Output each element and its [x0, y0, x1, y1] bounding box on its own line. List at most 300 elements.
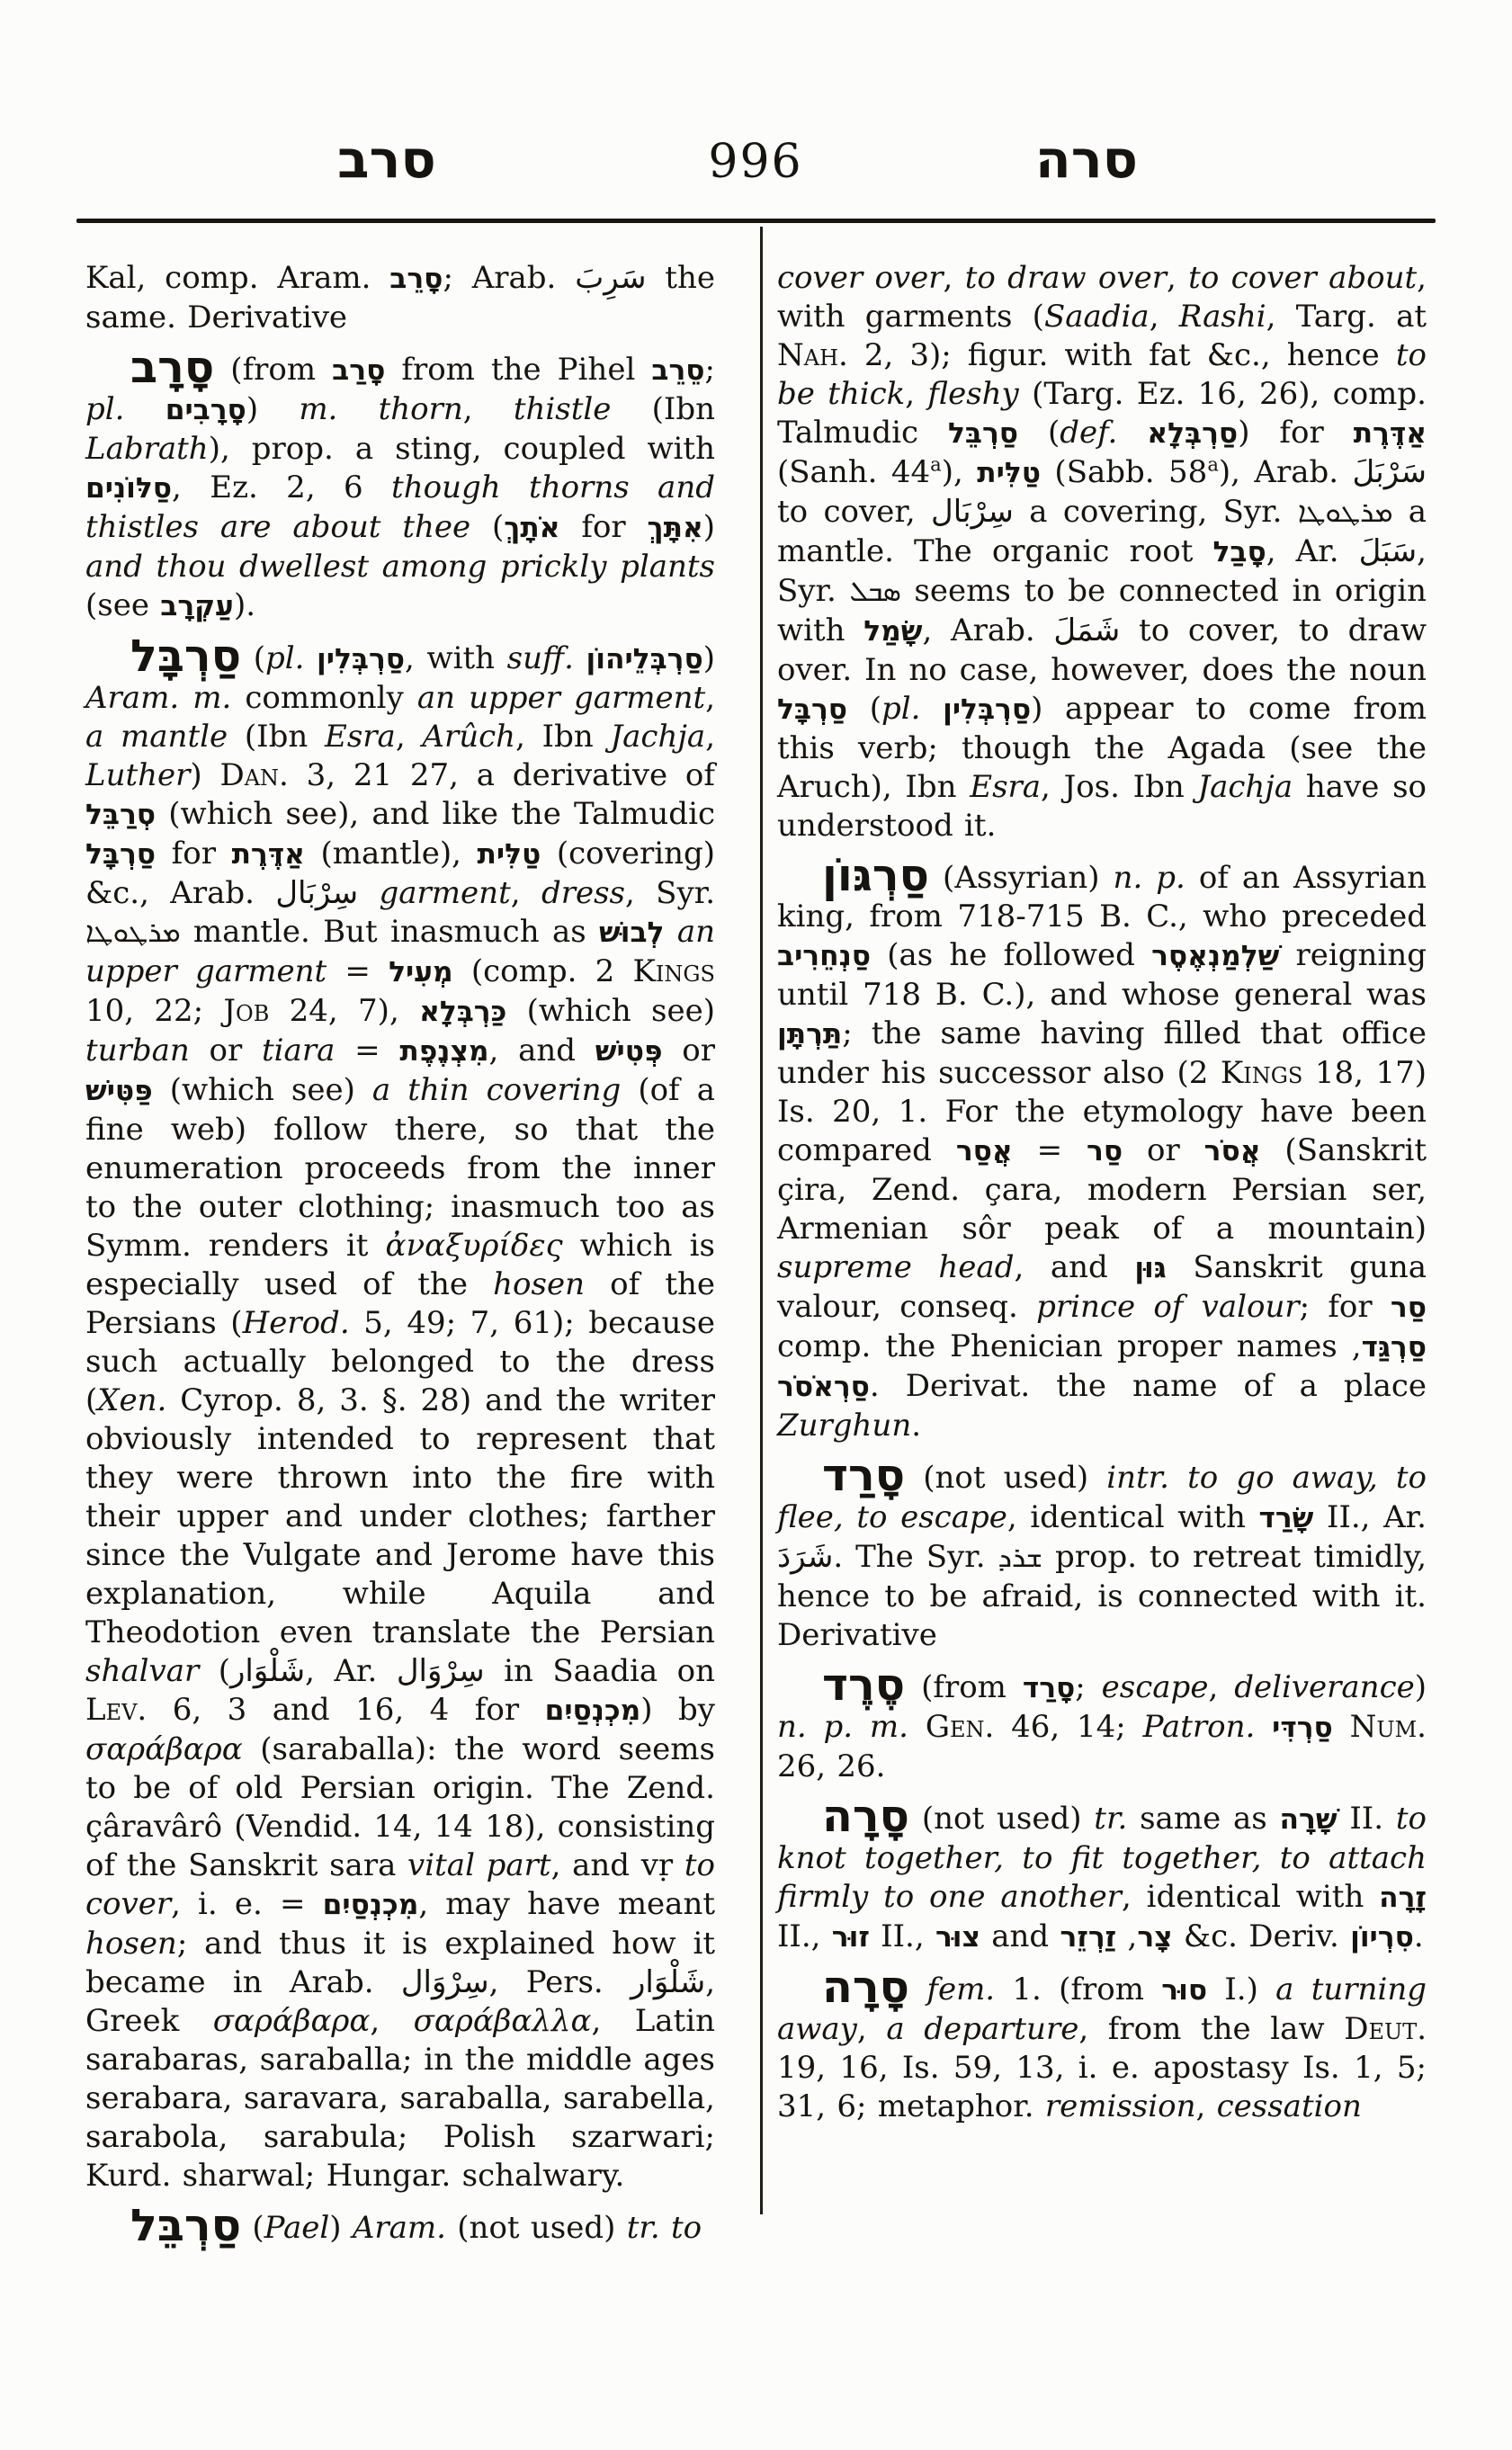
hebrew-text: עַקְרָב	[160, 590, 234, 623]
text: same as	[1127, 1800, 1280, 1837]
text: (mantle),	[304, 836, 478, 872]
italic-text: remission	[1044, 2088, 1196, 2124]
hebrew-text: סַרְאֹסֹר	[777, 1371, 870, 1404]
text: to cover,	[777, 494, 932, 530]
italic-text: cover over	[777, 260, 944, 296]
text: of the Persians (	[85, 1266, 716, 1342]
text: 24, 7),	[269, 993, 420, 1030]
text: seems to be connected in origin with	[777, 573, 1427, 648]
hebrew-text: סָרַד	[1022, 1671, 1076, 1704]
italic-text: hosen	[85, 1926, 177, 1963]
italic-text: Luther	[85, 757, 191, 794]
text: ;	[704, 352, 715, 389]
biblical-reference: Dan.	[219, 757, 289, 794]
text: (see	[85, 587, 161, 624]
text: ,	[1195, 2088, 1217, 2124]
entry-continuation-sarbel	[777, 259, 1427, 845]
italic-text: Herod.	[242, 1305, 350, 1342]
biblical-reference: Deut.	[1344, 2010, 1427, 2047]
text: , Ar.	[1266, 533, 1359, 569]
text: ),	[941, 454, 978, 490]
text	[920, 691, 943, 727]
text: (	[199, 1653, 230, 1690]
hebrew-text: מִכְנְסַיִם	[544, 1694, 641, 1728]
text: )	[246, 391, 300, 428]
hebrew-text: טַלִּית	[977, 457, 1041, 489]
text	[574, 640, 586, 676]
text: (Assyrian)	[929, 860, 1114, 897]
header-keyword-left: סרב	[337, 129, 436, 190]
entry-sarbal-garment	[85, 630, 716, 2195]
text: for	[559, 509, 648, 546]
text: to cover, to draw over. In no case, however, does the noun	[777, 612, 1427, 688]
italic-text: n. p. m.	[777, 1708, 908, 1745]
text: )	[190, 757, 220, 794]
text: reigning until 718 B. C.), and whose general was	[777, 937, 1427, 1014]
text	[304, 640, 317, 676]
text	[1117, 415, 1147, 451]
text: 46, 14;	[994, 1708, 1143, 1745]
italic-text: Patron.	[1142, 1708, 1256, 1745]
text	[1255, 1709, 1272, 1745]
hebrew-text: מִצְנֶפֶת	[399, 1035, 489, 1069]
text: ;	[1075, 1668, 1102, 1705]
text: and	[980, 1918, 1060, 1954]
hebrew-text: אִתָּךְ	[647, 512, 703, 545]
text: . The Syr.	[833, 1538, 998, 1575]
italic-text: a mantle	[85, 719, 228, 756]
hebrew-text: סָרֵב	[389, 263, 443, 295]
italic-text: tr. to	[626, 2210, 702, 2247]
text: 3, 21 27, a derivative of	[288, 757, 715, 794]
hebrew-text: סָרָבִים	[165, 394, 246, 427]
biblical-reference: Gen.	[925, 1708, 995, 1745]
superscript-note: a	[1207, 452, 1219, 476]
hebrew-text: כַּרְבְּלָא	[419, 996, 507, 1029]
text: ,	[370, 2003, 414, 2040]
italic-text: tr.	[1094, 1800, 1128, 1837]
text: (Ibn	[611, 391, 715, 428]
italic-text: and thou dwellest among prickly plants	[85, 549, 715, 586]
arabic-text: سَبَلَ	[1358, 533, 1418, 569]
text: =	[1012, 1132, 1087, 1169]
italic-text: a thin covering	[371, 1072, 622, 1109]
text: or	[189, 1033, 263, 1069]
italic-text: fleshy	[927, 376, 1019, 412]
hebrew-text: זַרְזֵר	[1060, 1920, 1117, 1954]
text: prop. to retreat timidly, hence to be afraid, is connected with it. Derivative	[777, 1538, 1427, 1653]
text: ; for	[1299, 1289, 1391, 1326]
hebrew-text: אַדֶּרֶת	[1353, 417, 1427, 450]
entry-sargon	[777, 849, 1427, 1445]
text: or	[662, 1033, 716, 1069]
hebrew-text: מִכְנְסַיִם	[322, 1889, 419, 1922]
hebrew-text: שָׂמַל	[863, 615, 923, 648]
hebrew-text: סַרְבָּל	[85, 838, 157, 872]
italic-text: Labrath	[85, 431, 209, 468]
text: (of a fine web) follow there, so that the enumeration proceeds from the inner to the outer clothing; inasmuch too as Symm. renders it	[85, 1072, 715, 1265]
arabic-text: سِرْبَال	[275, 875, 359, 912]
hebrew-text: זוּר	[831, 1920, 870, 1954]
entry-headword: סָרָה	[822, 1960, 910, 2013]
arabic-text: سَرْبَلَ	[1352, 454, 1427, 490]
text: for	[156, 836, 232, 872]
text: (saraballa): the word seems to be of old Persian origin. The Zend. çâravârô (Vendid. 14, 14 18), consisting of the Sanskrit sara	[85, 1731, 715, 1884]
text: 19, 16, Is. 59, 13, i. e. apostasy Is. 1, 5; 31, 6; metaphor.	[777, 2049, 1427, 2124]
text: or	[1123, 1132, 1204, 1169]
hebrew-text: סַרְגַּד	[1361, 1331, 1427, 1364]
text: a covering, Syr.	[1013, 494, 1298, 530]
text: , Syr.	[777, 533, 1427, 609]
text: (	[1018, 415, 1060, 451]
text: mantle. But inasmuch as	[180, 914, 600, 951]
text: (	[241, 640, 265, 677]
text: (which see)	[506, 993, 715, 1030]
text: (not used)	[905, 1460, 1107, 1497]
italic-text: to knot together, to fit together, to attach firmly to one another	[777, 1800, 1427, 1915]
entry-continuation-sarab-kal	[85, 259, 715, 337]
entry-headword: סָרָה	[822, 1789, 910, 1842]
text: ) for	[1238, 415, 1354, 451]
italic-text: garment	[379, 875, 511, 912]
text: which is especially used of the	[85, 1228, 715, 1303]
italic-text: to draw over	[964, 260, 1167, 296]
hebrew-text: סַרְבְּלָא	[1147, 417, 1239, 450]
text: Cyrop. 8, 3. §. 28) and the writer obviously intended to represent that they were thrown into the fire with their upper and under clothes; farther since the Vulgate and Jerome have this explanation, while Aquila and Theodotion even translate the Persian	[85, 1382, 715, 1651]
hebrew-text: סַלּוֹנִים	[85, 472, 173, 505]
hebrew-text: סַרְדִּי	[1272, 1711, 1333, 1744]
text: , identical with	[1121, 1878, 1380, 1915]
italic-text: a departure	[886, 2010, 1079, 2047]
text: ; and thus it is explained how it became in Arab.	[85, 1926, 715, 2001]
text: I.)	[1207, 1971, 1276, 2007]
italic-text: pl.	[85, 391, 125, 428]
italic-text: Esra	[325, 719, 396, 756]
text: ,	[943, 260, 965, 296]
hebrew-text: אַדֶּרֶת	[231, 838, 305, 872]
text: in Saadia on	[484, 1653, 715, 1690]
hebrew-text: סֵרֵב	[651, 354, 705, 388]
arabic-text: شَمَلَ	[1053, 612, 1121, 648]
italic-text: Jachja	[1197, 769, 1293, 805]
syriac-text: ܫܪܕ	[998, 1541, 1043, 1574]
arabic-text: سِرْوَال	[396, 1653, 485, 1690]
text	[909, 1972, 926, 2007]
arabic-text: شَرَدَ	[777, 1538, 834, 1575]
italic-text: prince of valour	[1036, 1289, 1300, 1326]
right-column	[777, 259, 1427, 2126]
hebrew-text: סַר	[1087, 1135, 1123, 1168]
text: (Sabb. 58	[1040, 454, 1208, 490]
text: , Jos. Ibn	[1041, 769, 1198, 805]
text: , Pers.	[488, 1964, 631, 2001]
italic-text: Xen.	[97, 1382, 167, 1419]
arabic-text: شَلْوَار	[229, 1653, 306, 1690]
hebrew-text: מְעִיל	[389, 956, 453, 989]
entry-sarah-verb	[777, 1789, 1427, 1957]
hebrew-text: סָרַב	[332, 354, 386, 388]
entry-sarah-noun	[777, 1960, 1427, 2126]
entry-sered-name	[777, 1658, 1427, 1786]
text: (	[241, 2210, 264, 2247]
italic-text: a turning away	[777, 1971, 1427, 2047]
text: , Ar.	[305, 1653, 397, 1690]
hebrew-text: לְבוּשׁ	[599, 917, 665, 950]
italic-text: an upper garment	[416, 680, 706, 717]
hebrew-text: סְרַבֵּל	[85, 799, 157, 832]
hebrew-text: תַּרְתָּן	[777, 1018, 843, 1051]
hebrew-text: סוּר	[1161, 1973, 1208, 2007]
text: &c. Deriv.	[1172, 1918, 1351, 1954]
text	[1333, 1709, 1350, 1745]
header-keyword-right: סרה	[1034, 129, 1139, 190]
italic-text: Esra	[970, 769, 1042, 805]
biblical-reference: Kings	[1220, 1055, 1303, 1092]
hebrew-text: צוּר	[935, 1920, 980, 1954]
text: (Sanskrit çira, Zend. çara, modern Persian ser, Armenian sôr peak of a mountain)	[777, 1132, 1427, 1247]
text: ,	[1166, 260, 1189, 296]
syriac-text: ܡܪܛܘܛܐ	[1297, 496, 1393, 529]
text: Kal, comp. Aram.	[85, 260, 390, 296]
italic-text: Rashi	[1178, 299, 1266, 335]
text	[124, 391, 165, 427]
text: ,	[856, 2010, 887, 2047]
italic-text: cessation	[1216, 2088, 1362, 2124]
text: ,	[1208, 1668, 1235, 1705]
entry-headword: סַרְגּוֹן	[822, 849, 930, 901]
text: (covering) &c., Arab.	[85, 836, 715, 912]
text: , i. e. =	[171, 1886, 323, 1923]
hebrew-text: סַרְבְּלִין	[943, 693, 1032, 726]
text: (from	[214, 352, 333, 389]
text	[337, 391, 378, 427]
text: ,	[1351, 1328, 1362, 1365]
italic-text: Pael	[264, 2210, 330, 2247]
text: .	[1413, 1918, 1424, 1954]
text: (Targ. Ez. 16, 26), comp. Talmudic	[777, 376, 1427, 451]
text: (	[847, 691, 881, 727]
syriac-text: ܡܪܛܘܛܐ	[85, 917, 181, 950]
italic-text: escape	[1101, 1668, 1209, 1705]
text: , and	[488, 1033, 595, 1069]
text: )	[702, 509, 715, 546]
italic-text: shalvar	[85, 1653, 200, 1690]
text	[908, 1709, 926, 1745]
entry-headword: סֶרֶד	[822, 1658, 906, 1711]
syriac-text: ܣܒܠ	[849, 576, 901, 608]
text: , Latin sarabaras, saraballa; in the middle ages serabara, saravara, saraballa, sarabella, sarabola, sarabula; Polish szarwari; Kurd. sharwal; Hungar. schalwary.	[85, 2003, 715, 2195]
italic-text: n. p.	[1113, 860, 1185, 897]
greek-text: σαράβαρα	[212, 2003, 371, 2040]
hebrew-text: שַׁלְמַנְאֶסֶר	[1151, 940, 1280, 973]
biblical-reference: Nah.	[777, 337, 848, 373]
italic-text: to be thick	[777, 337, 1427, 412]
italic-text: tiara	[262, 1033, 336, 1069]
italic-text: Saadia	[1043, 299, 1150, 335]
biblical-reference: Job	[223, 993, 270, 1030]
text: (Sanh. 44	[777, 454, 931, 490]
hebrew-text: אֲסֹר	[1203, 1135, 1261, 1168]
page-number: 996	[708, 135, 803, 189]
text: (which see)	[152, 1072, 372, 1109]
text: , Syr.	[624, 875, 715, 912]
italic-text: fem.	[926, 1971, 996, 2007]
hebrew-text: סָבַל	[1212, 536, 1266, 568]
italic-text: suff.	[506, 640, 574, 677]
text: ,	[395, 719, 423, 756]
text: from the Pihel	[385, 352, 652, 389]
text: (Ibn	[228, 719, 326, 756]
italic-text: pl.	[264, 640, 305, 677]
entry-headword: סַרְבֵּל	[130, 2199, 242, 2252]
text: ; the same having filled that office under his successor also (2	[777, 1015, 1427, 1092]
text: =	[335, 1033, 400, 1069]
hebrew-text: סַרְבָּל	[777, 693, 848, 726]
text: a mantle. The organic root	[777, 494, 1427, 569]
text	[664, 914, 676, 950]
arabic-text: سِرْبَال	[931, 494, 1014, 530]
text: ) by	[640, 1692, 716, 1729]
italic-text: an upper garment	[85, 914, 715, 990]
text: 6, 3 and 16, 4 for	[147, 1692, 545, 1729]
text: , identical with	[1007, 1498, 1259, 1535]
text: . Derivat. the name of a place	[869, 1368, 1427, 1405]
text: II.,	[777, 1918, 832, 1954]
text: (from	[905, 1668, 1023, 1705]
text: , Targ. at	[1266, 299, 1427, 335]
italic-text: turban	[85, 1033, 190, 1069]
text: 26, 26.	[777, 1748, 886, 1784]
hebrew-text: זָרָה	[1379, 1881, 1427, 1914]
text: ,	[1149, 299, 1179, 335]
text: ).	[233, 587, 256, 624]
italic-text: hosen	[493, 1266, 585, 1303]
text: , with garments (	[777, 260, 1427, 335]
superscript-note: a	[930, 452, 942, 476]
text: ,	[1116, 1918, 1138, 1954]
greek-text: σαράβαρα	[85, 1731, 243, 1768]
italic-text: Jachja	[610, 719, 706, 756]
text: , from the law	[1078, 2010, 1345, 2047]
text: ) appear to come from this verb; though the Agada (see the Aruch), Ibn	[777, 691, 1427, 805]
text: ), Arab.	[1218, 454, 1353, 490]
hebrew-text: שָׁרָה	[1279, 1802, 1338, 1836]
arabic-text: شَلْوَار	[631, 1964, 706, 2001]
hebrew-text: צָר	[1137, 1920, 1173, 1954]
text: , with	[405, 640, 507, 677]
text: Sanskrit guna valour, conseq.	[777, 1249, 1427, 1326]
text: (which see), and like the Talmudic	[156, 796, 715, 833]
text: II.	[1337, 1800, 1396, 1837]
text: ,	[705, 719, 715, 756]
text: (	[470, 509, 505, 546]
italic-text: vital part	[407, 1847, 551, 1884]
hebrew-text: סַנְחֵרִיב	[777, 940, 871, 973]
italic-text: Zurghun	[777, 1408, 912, 1444]
biblical-reference: Kings	[632, 953, 715, 990]
arabic-text: سِرْوَال	[400, 1964, 489, 2001]
text: , Ibn	[515, 719, 611, 756]
text	[358, 875, 379, 911]
column-divider	[760, 227, 763, 2214]
text: , Arab.	[922, 612, 1054, 648]
italic-text: to cover	[85, 1847, 715, 1923]
text: 5, 49; 7, 61); because such actually belonged to the dress (	[85, 1305, 716, 1419]
hebrew-text: שָׂרַד	[1258, 1501, 1314, 1534]
text: )	[329, 2210, 353, 2247]
entry-headword: סַרְבָּל	[130, 630, 242, 683]
italic-text: Aram. m.	[85, 680, 232, 717]
text: 18, 17) Is. 20, 1. For the etymology have been compared	[777, 1055, 1427, 1169]
greek-text: ἀναξυρίδες	[385, 1228, 563, 1265]
hebrew-text: פַּטִּישׁ	[85, 1075, 153, 1108]
greek-text: σαράβαλλα	[413, 2003, 592, 2040]
text: have so understood it.	[777, 769, 1427, 844]
hebrew-text: אֹתָךְ	[504, 512, 560, 545]
hebrew-text: סַרְבְּלֵיהוֹן	[586, 643, 703, 676]
text: )	[1414, 1668, 1427, 1705]
text: (not used)	[445, 2210, 627, 2247]
text: ,	[705, 680, 716, 717]
italic-text: Arûch	[422, 719, 516, 756]
italic-text: dress	[541, 875, 625, 912]
biblical-reference: Lev.	[85, 1692, 148, 1729]
text: II., Ar.	[1313, 1498, 1427, 1535]
entry-sarad-verb	[777, 1449, 1427, 1654]
hebrew-text: סַר	[1390, 1292, 1427, 1325]
italic-text: though thorns and thistles are about thee	[85, 469, 715, 546]
hebrew-text: סַרְבְּלִין	[317, 643, 406, 676]
text: commonly	[231, 680, 417, 717]
entry-sarbel-pael	[85, 2199, 715, 2252]
arabic-text: سَرِبَ	[575, 260, 647, 296]
text: (comp. 2	[452, 953, 633, 990]
text: , may have meant	[418, 1886, 716, 1923]
text: comp. the Phenician proper names	[777, 1328, 1352, 1365]
italic-text: thorn	[378, 391, 463, 428]
text: , and	[1014, 1249, 1135, 1286]
text: of an Assyrian king, from 718-715 B. C., who preceded	[777, 860, 1427, 935]
text: 2, 3); figur. with fat &c., hence	[847, 337, 1396, 373]
italic-text: pl.	[881, 691, 921, 727]
biblical-reference: Num.	[1349, 1708, 1427, 1745]
text: 10, 22;	[85, 993, 224, 1030]
text: 1. (from	[995, 1971, 1162, 2007]
hebrew-text: גּוּן	[1134, 1252, 1167, 1285]
text: ,	[905, 376, 928, 412]
entry-sarav-thorn	[85, 341, 715, 626]
text: =	[327, 953, 389, 990]
hebrew-text: אֲסַר	[955, 1135, 1013, 1168]
text: (as he followed	[871, 937, 1152, 974]
header-rule	[76, 219, 1436, 223]
italic-text: thistle	[513, 391, 612, 428]
text: ), prop. a sting, coupled with	[208, 431, 715, 468]
italic-text: m.	[299, 391, 338, 428]
hebrew-text: פְּטִישׁ	[595, 1035, 663, 1069]
text: .	[911, 1408, 922, 1444]
italic-text: Aram.	[352, 2210, 446, 2247]
italic-text: to cover about	[1188, 260, 1418, 296]
italic-text: supreme head	[777, 1249, 1015, 1286]
italic-text: def.	[1060, 415, 1118, 451]
italic-text: deliverance	[1234, 1668, 1415, 1705]
text: ,	[462, 391, 514, 428]
entry-headword: סָרַד	[822, 1449, 906, 1502]
hebrew-text: טַלִּית	[477, 838, 541, 872]
text: the same. Derivative	[85, 260, 715, 335]
hebrew-text: סִרְיוֹן	[1350, 1920, 1414, 1954]
